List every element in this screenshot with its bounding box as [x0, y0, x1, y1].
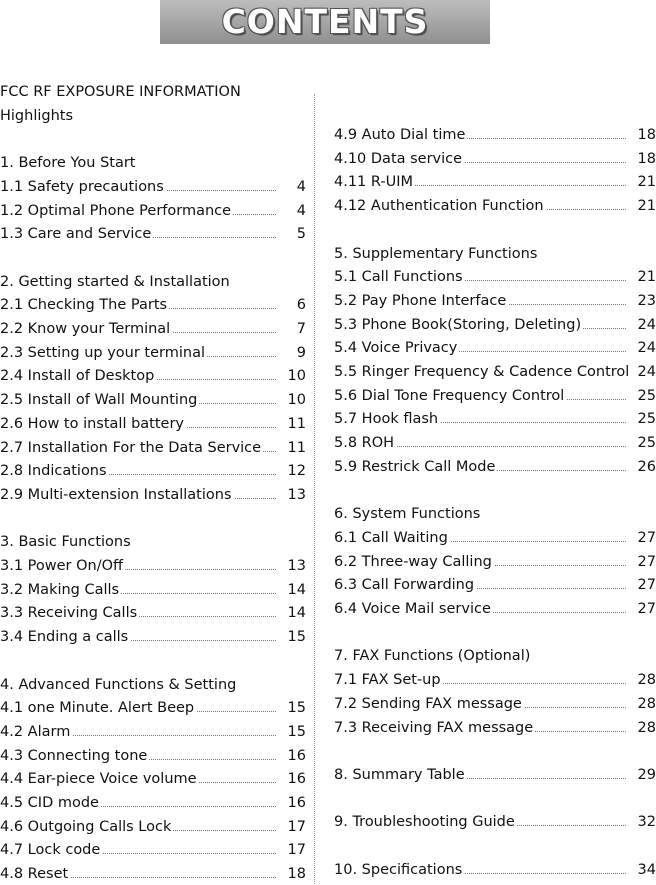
toc-entry-page: 17: [287, 818, 306, 835]
toc-entry-label: 3.1 Power On/Off: [0, 555, 125, 577]
toc-entry[interactable]: [334, 148, 656, 170]
toc-entry-page: 12: [287, 463, 306, 480]
toc-entry-page: 7: [296, 321, 306, 337]
toc-entry[interactable]: [334, 859, 656, 881]
toc-entry-label: 7.1 FAX Set-up: [334, 669, 443, 691]
toc-entry-page: 27: [637, 577, 656, 594]
fcc-heading: FCC RF EXPOSURE INFORMATION: [0, 84, 241, 100]
toc-entry[interactable]: [334, 385, 656, 407]
toc-entry-label: 1.3 Care and Service: [0, 223, 153, 245]
toc-entry-label: 4.6 Outgoing Calls Lock: [0, 816, 173, 838]
toc-entry[interactable]: [334, 811, 656, 833]
toc-entry[interactable]: [0, 484, 306, 506]
toc-entry-page: 27: [637, 529, 656, 546]
toc-entry[interactable]: [334, 124, 656, 146]
toc-entry-page: 24: [637, 340, 656, 357]
page-title: CONTENTS: [221, 2, 429, 41]
toc-entry[interactable]: [0, 294, 306, 316]
toc-entry-page: 15: [287, 723, 306, 740]
toc-entry[interactable]: [334, 764, 656, 786]
toc-entry-label: 6.1 Call Waiting: [334, 527, 450, 549]
toc-entry-label: 5.1 Call Functions: [334, 266, 465, 288]
toc-entry-label: 2.7 Installation For the Data Service: [0, 437, 263, 459]
toc-entry-label: 4.9 Auto Dial time: [334, 124, 467, 146]
toc-entry-page: 14: [287, 605, 306, 622]
toc-entry-label: 2.5 Install of Wall Mounting: [0, 389, 199, 411]
toc-entry-label: 5.9 Restrick Call Mode: [334, 456, 497, 478]
toc-entry-page: 15: [287, 700, 306, 717]
toc-entry[interactable]: [334, 266, 656, 288]
toc-entry-page: 13: [287, 486, 306, 503]
toc-entry-label: 4.3 Connecting tone: [0, 745, 149, 767]
left-toc-column: [0, 0, 306, 885]
toc-entry[interactable]: [334, 361, 656, 383]
toc-entry[interactable]: [0, 602, 306, 624]
toc-entry-page: 28: [637, 719, 656, 736]
toc-entry-page: 11: [287, 439, 306, 456]
toc-entry-label: 10. Specifications: [334, 859, 464, 881]
toc-entry[interactable]: [0, 626, 306, 648]
toc-entry[interactable]: [334, 669, 656, 691]
section-heading: 1. Before You Start: [0, 155, 136, 172]
toc-entry-label: 4.2 Alarm: [0, 721, 72, 743]
toc-entry-label: 3.4 Ending a calls: [0, 626, 130, 648]
toc-entry[interactable]: [334, 314, 656, 336]
toc-entry-page: 27: [637, 601, 656, 617]
toc-entry-page: 15: [287, 629, 306, 646]
toc-entry-page: 17: [287, 842, 306, 859]
toc-entry-page: 16: [287, 795, 306, 811]
toc-entry-page: 16: [287, 747, 306, 764]
toc-entry-label: 6.4 Voice Mail service: [334, 598, 493, 620]
toc-entry[interactable]: [0, 437, 306, 459]
toc-entry[interactable]: [0, 721, 306, 743]
toc-entry-label: 1.1 Safety precautions: [0, 176, 166, 198]
toc-entry-label: 4.11 R-UIM: [334, 171, 415, 193]
toc-entry-label: 4.1 one Minute. Alert Beep: [0, 697, 196, 719]
toc-entry[interactable]: [0, 745, 306, 767]
highlights-heading: Highlights: [0, 107, 74, 124]
toc-entry-label: 2.1 Checking The Parts: [0, 294, 169, 316]
toc-entry[interactable]: [334, 408, 656, 430]
toc-entry-label: 2.6 How to install battery: [0, 413, 186, 435]
toc-entry-page: 25: [637, 387, 656, 404]
toc-entry-label: 3.2 Making Calls: [0, 579, 121, 601]
toc-entry-label: 4.10 Data service: [334, 148, 464, 170]
toc-entry-page: 4: [296, 178, 306, 195]
toc-entry[interactable]: [334, 337, 656, 359]
toc-entry-label: 2.2 Know your Terminal: [0, 318, 172, 340]
section-heading: 6. System Functions: [334, 506, 481, 523]
toc-entry-label: 4.5 CID mode: [0, 792, 101, 814]
toc-entry[interactable]: [334, 171, 656, 193]
toc-entry[interactable]: [0, 792, 306, 814]
toc-entry-label: 4.12 Authentication Function: [334, 195, 546, 217]
toc-entry-label: 7.3 Receiving FAX message: [334, 717, 535, 739]
toc-entry-label: 2.9 Multi-extension Installations: [0, 484, 234, 506]
toc-entry-label: 2.8 Indications: [0, 460, 109, 482]
toc-entry-label: 6.3 Call Forwarding: [334, 574, 476, 596]
toc-entry-page: 18: [287, 866, 306, 883]
toc-entry-page: 13: [287, 558, 306, 574]
toc-entry-page: 21: [637, 269, 656, 286]
toc-entry-label: 8. Summary Table: [334, 764, 467, 786]
toc-entry[interactable]: [0, 342, 306, 364]
toc-entry-page: 14: [287, 581, 306, 598]
right-toc-column: [334, 0, 656, 885]
toc-entry-label: 1.2 Optimal Phone Performance: [0, 200, 233, 222]
toc-entry[interactable]: [0, 839, 306, 861]
toc-entry-page: 9: [296, 344, 306, 361]
toc-entry-label: 5.5 Ringer Frequency & Cadence Control: [334, 361, 631, 383]
toc-entry[interactable]: [0, 318, 306, 340]
toc-entry[interactable]: [0, 223, 306, 245]
toc-entry[interactable]: [0, 413, 306, 435]
toc-entry-page: 23: [637, 292, 656, 309]
toc-entry-page: 29: [637, 766, 656, 783]
toc-entry[interactable]: [0, 816, 306, 838]
section-heading: 3. Basic Functions: [0, 534, 131, 551]
toc-entry[interactable]: [0, 579, 306, 601]
toc-entry-label: 5.7 Hook flash: [334, 408, 440, 430]
toc-entry-label: 9. Troubleshooting Guide: [334, 811, 517, 833]
toc-entry-page: 21: [637, 198, 656, 215]
toc-entry-label: 5.2 Pay Phone Interface: [334, 290, 508, 312]
toc-entry-label: 2.4 Install of Desktop: [0, 365, 156, 387]
column-divider: [314, 94, 315, 884]
toc-entry[interactable]: [334, 195, 656, 217]
toc-entry[interactable]: [334, 527, 656, 549]
dot-leader: [394, 446, 626, 447]
toc-entry-label: 5.4 Voice Privacy: [334, 337, 459, 359]
toc-entry[interactable]: [0, 555, 306, 577]
toc-entry-page: 32: [637, 814, 656, 831]
toc-entry-label: 5.3 Phone Book(Storing, Deleting): [334, 314, 583, 336]
section-heading: 7. FAX Functions (Optional): [334, 648, 531, 665]
toc-entry-page: 10: [287, 392, 306, 409]
toc-entry[interactable]: [0, 365, 306, 387]
toc-entry-page: 6: [296, 297, 306, 314]
toc-entry[interactable]: [334, 551, 656, 573]
toc-entry-page: 18: [637, 127, 656, 143]
toc-entry-page: 28: [637, 672, 656, 689]
dot-leader: [394, 185, 626, 186]
toc-entry-page: 10: [287, 368, 306, 385]
toc-entry[interactable]: [334, 598, 656, 620]
section-heading: 5. Supplementary Functions: [334, 245, 538, 262]
toc-entry-page: 25: [637, 435, 656, 452]
toc-entry-page: 24: [637, 316, 656, 333]
toc-entry-page: 11: [287, 415, 306, 432]
toc-entry-label: 7.2 Sending FAX message: [334, 693, 524, 715]
toc-entry-label: 5.6 Dial Tone Frequency Control: [334, 385, 566, 407]
toc-entry[interactable]: [0, 460, 306, 482]
toc-entry[interactable]: [0, 389, 306, 411]
toc-entry[interactable]: [334, 432, 656, 454]
toc-entry-page: 24: [637, 364, 656, 380]
toc-entry[interactable]: [0, 768, 306, 790]
toc-entry-label: 3.3 Receiving Calls: [0, 602, 139, 624]
toc-entry-page: 4: [296, 202, 306, 219]
toc-entry[interactable]: [334, 693, 656, 715]
toc-entry-page: 18: [637, 150, 656, 167]
toc-entry-label: 6.2 Three-way Calling: [334, 551, 494, 573]
toc-entry-page: 21: [637, 174, 656, 191]
toc-entry-label: 5.8 ROH: [334, 432, 396, 454]
toc-entry-label: 4.4 Ear-piece Voice volume: [0, 768, 199, 790]
toc-entry-page: 26: [637, 458, 656, 475]
toc-entry-page: 34: [637, 861, 656, 878]
toc-entry-label: 4.7 Lock code: [0, 839, 102, 861]
dot-leader: [60, 877, 276, 878]
toc-entry[interactable]: [0, 697, 306, 719]
toc-entry[interactable]: [0, 176, 306, 198]
toc-entry-page: 25: [637, 411, 656, 428]
toc-entry-page: 28: [637, 695, 656, 712]
toc-entry-label: 2.3 Setting up your terminal: [0, 342, 207, 364]
section-heading: 2. Getting started & Installation: [0, 273, 230, 290]
toc-entry[interactable]: [334, 290, 656, 312]
toc-entry-page: 27: [637, 553, 656, 570]
dot-leader: [60, 735, 276, 736]
toc-entry[interactable]: [334, 717, 656, 739]
toc-entry-page: 16: [287, 771, 306, 788]
toc-entry[interactable]: [334, 456, 656, 478]
toc-entry[interactable]: [334, 574, 656, 596]
toc-entry-label: 4.8 Reset: [0, 863, 70, 885]
toc-entry-page: 5: [296, 226, 306, 243]
section-heading: 4. Advanced Functions & Setting: [0, 676, 237, 693]
toc-entry[interactable]: [0, 200, 306, 222]
toc-entry[interactable]: [0, 863, 306, 885]
